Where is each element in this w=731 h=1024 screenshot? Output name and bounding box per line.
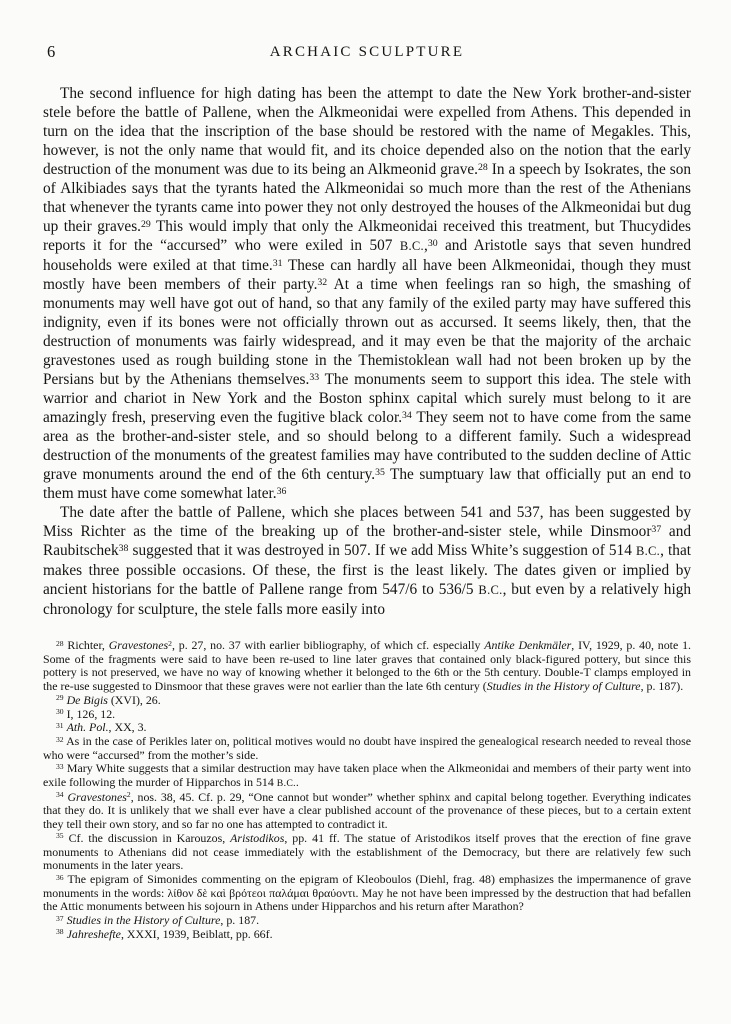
footnote-36: $^{36}$ The epigram of Simonides commenting on the epigram of Kleoboulos (Diehl, frag. 48) emphasizes the impermanence of grave monuments in the words: λίθον δὲ καὶ βρότεοι παλάμαι θραύοντι. May he not have been impressed by the destruction that had befallen the Attic monuments between his sojourn in Athens under Hipparchos and his return after Marathon? (43, 871, 691, 914)
footnote-marker: 28 (56, 638, 64, 648)
footnote-marker: 34 (56, 790, 64, 800)
footnote-33: $^{33}$ Mary White suggests that a similar destruction may have taken place when the Alkmeonidai and members of their party went into exile following the murder of Hipparchos in 514 B.C.. (43, 761, 691, 790)
running-header: ARCHAIC SCULPTURE (269, 44, 465, 60)
footnote-marker: 30 (56, 707, 64, 717)
footnote-marker: 35 (56, 831, 64, 841)
footnote-marker: 32 (56, 734, 64, 744)
footnote-marker: 38 (56, 927, 64, 937)
footnote-37: $^{37}$ Studies in the History of Culture, p. 187. (56, 913, 260, 928)
footnotes-section (43, 639, 691, 941)
footnote-marker: 36 (56, 872, 64, 882)
footnote-32: $^{32}$ As in the case of Perikles later on, political motives would no doubt have inspired the genealogical research needed to reveal those who were “accursed” from the mother’s side. (43, 733, 691, 762)
footnote-35: $^{35}$ Cf. the discussion in Karouzos, Aristodikos, pp. 41 ff. The statue of Aristodikos itself proves that the erection of fine grave monuments to Athenians did not cease immediately with the establishment of the Democracy, but there are relatively few such monuments in the later years. (43, 830, 691, 873)
body-paragraph-1: The second influence for high dating has been the attempt to date the New York brother-and-sister stele before the battle of Pallene, when the Alkmeonidai were expelled from Athens. This depended in turn on the idea that the inscription of the base should be restored with the name of Megakles. This, however, is not the only name that would fit, and its choice depended also on the notion that the early destruction of the monument was due to its being an Alkmeonid grave.$^{28}$ In a speech by Isokrates, the son of Alkibiades says that the tyrants hated the Alkmeonidai so much more than the rest of the Athenians that whenever the tyrants came into power they not only destroyed the houses of the Alkmeonidai but dug up their graves.$^{29}$ This would imply that only the Alkmeonidai received this treatment, but Thucydides reports it for the “accursed” who were exiled in 507 B.C.,$^{30}$ and Aristotle says that seven hundred households were exiled at that time.$^{31}$ These can hardly all have been Alkmeonidai, though they must mostly have been members of their party.$^{32}$ At a time when feelings ran so high, the smashing of monuments may well have got out of hand, so that any family of the exiled party may have suffered this indignity, even if its bones were not officially thrown out as accursed. It seems likely, then, that the destruction of monuments was fairly widespread, and it may even be that the majority of the archaic gravestones used as rough building stone in the Themistoklean wall had not been broken up by the Persians but by the Athenians themselves.$^{33}$ The monuments seem to support this idea. The stele with warrior and chariot in New York and the Boston sphinx capital which surely must belong to it are amazingly fresh, preserving even the fugitive black color.$^{34}$ They seem not to have come from the same area as the brother-and-sister stele, and so should belong to a different family. Such a widespread destruction of the monuments of the greatest families may have contributed to the sudden decline of Attic grave monuments around the end of the 6th century.$^{35}$ The sumptuary law that officially put an end to them must have come somewhat later.$^{36}$ (43, 85, 692, 502)
footnote-28: $^{28}$ Richter, Gravestones$^2$, p. 27, no. 37 with earlier bibliography, of which cf. especially Antike Denkmäler, IV, 1929, p. 40, note 1. Some of the fragments were said to have been re-used to line later graves that contained only black-figured pottery, but since this pottery is not preserved, we have no way of knowing whether it belonged to the 6th or the 5th century. Double-T clamps employed in the re-use suggested to Dinsmoor that these graves were not earlier than the late 6th century (Studies in the History of Culture, p. 187). (43, 638, 691, 694)
footnote-marker: 31 (56, 720, 64, 730)
footnote-marker: 37 (56, 913, 64, 923)
footnote-31: $^{31}$ Ath. Pol., XX, 3. (56, 720, 147, 735)
page-number: 6 (47, 42, 56, 61)
footnote-30: $^{30}$ I, 126, 12. (56, 706, 116, 721)
footnote-marker: 33 (56, 761, 64, 771)
footnote-38: $^{38}$ Jahreshefte, XXXI, 1939, Beiblatt, pp. 66f. (56, 926, 273, 941)
footnote-marker: 29 (56, 693, 64, 703)
body-paragraph-2: The date after the battle of Pallene, which she places between 541 and 537, has been suggested by Miss Richter as the time of the breaking up of the brother-and-sister stele, while Dinsmoor$^{37}$ and Raubitschek$^{38}$ suggested that it was destroyed in 507. If we add Miss White’s suggestion of 514 B.C., that makes three possible occasions. Of these, the first is the least likely. The dates given or implied by ancient historians for the battle of Pallene range from 547/6 to 536/5 B.C., but even by a relatively high chronology for sculpture, the stele falls more easily into (43, 504, 691, 618)
footnote-34: $^{34}$ Gravestones$^2$, nos. 38, 45. Cf. p. 29, “One cannot but wonder” whether sphinx and capital belong together. Everything indicates that they do. It is unlikely that we shall ever have a clear published account of the provenance of these pieces, but to a certain extent they tell their own story, and so far no one has attempted to contradict it. (43, 789, 691, 832)
footnote-29: $^{29}$ De Bigis (XVI), 26. (56, 692, 161, 707)
main-text (43, 84, 691, 619)
page-content (43, 84, 691, 941)
